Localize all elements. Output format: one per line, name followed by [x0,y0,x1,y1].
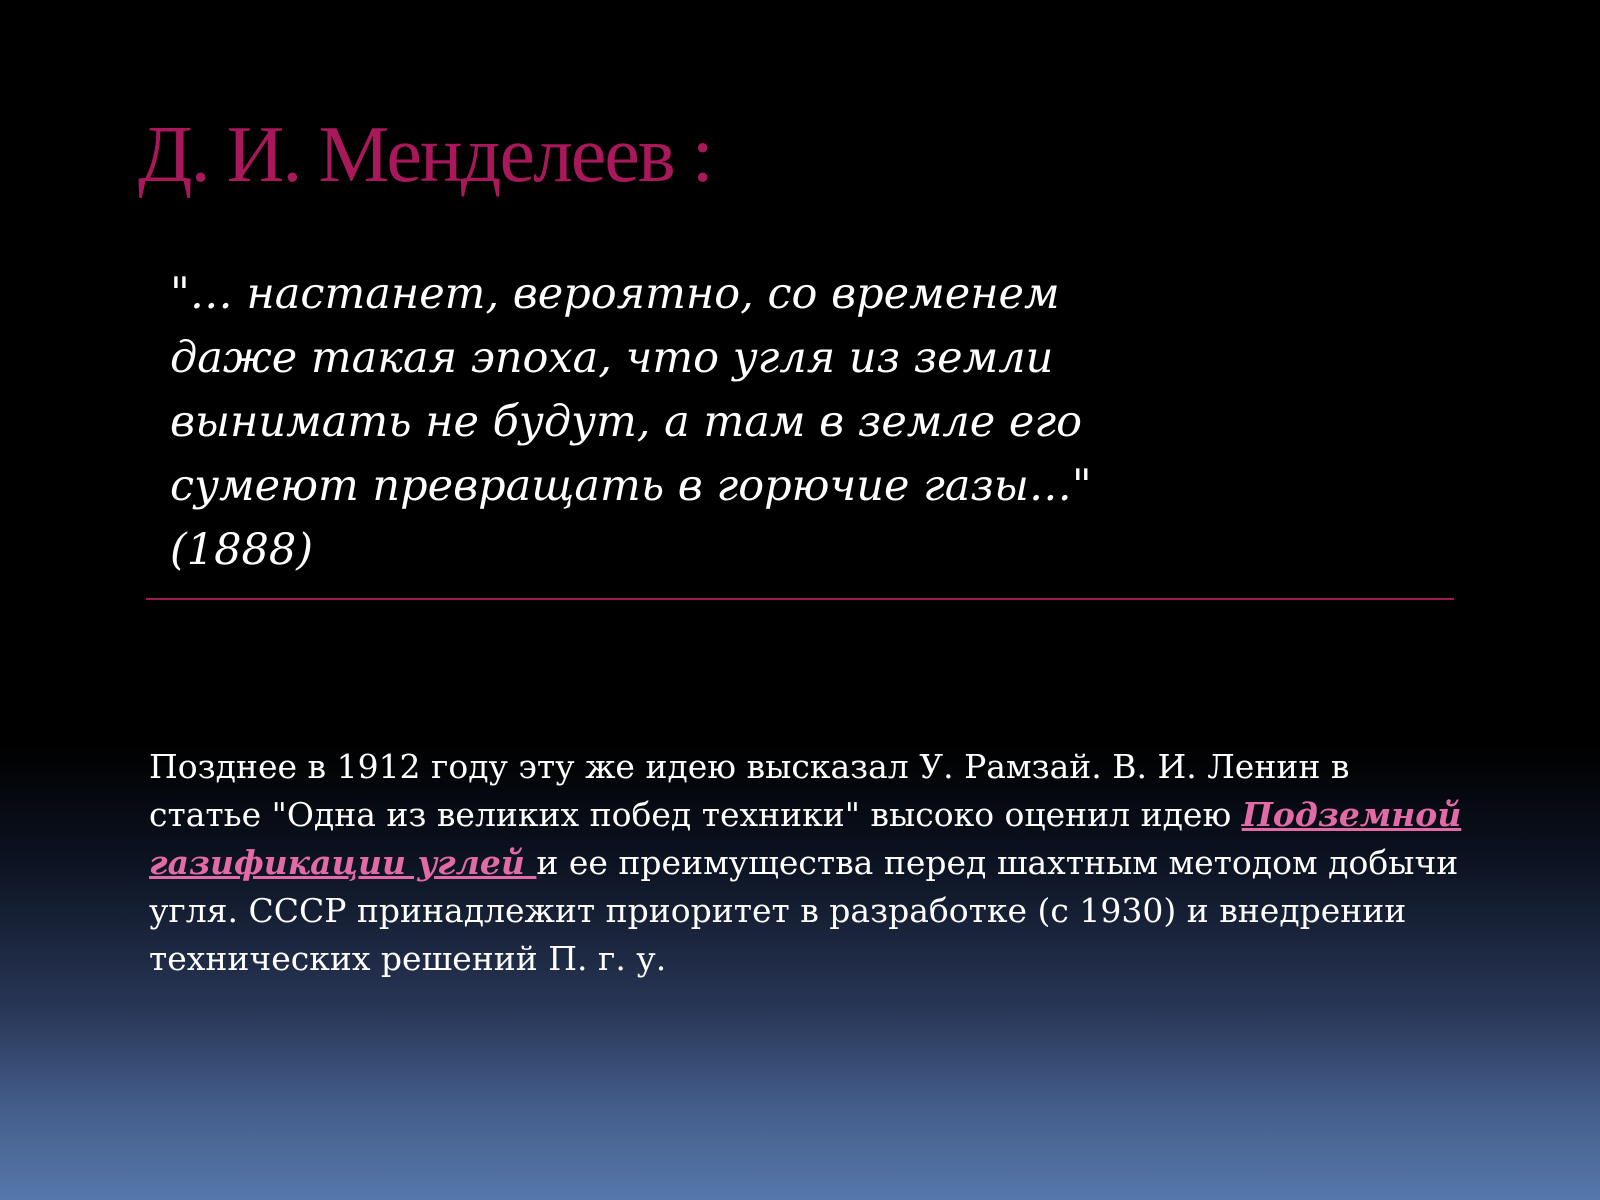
mendeleev-quote [170,262,1170,582]
quote-line: даже такая эпоха, что угля из земли [170,333,1054,383]
underground-gasification-link[interactable]: Подземной [1241,795,1462,834]
body-line: угля. СССР принадлежит приоритет в разработке (с 1930) и внедрении [149,891,1407,930]
quote-line: "… настанет, вероятно, со временем [170,269,1060,319]
body-text-segment: статье "Одна из великих побед техники" высоко оценил идею [149,795,1242,834]
body-line [149,839,1509,887]
body-line: Позднее в 1912 году эту же идею высказал У. Рамзай. В. И. Ленин в [149,747,1350,786]
body-line: технических решений П. г. у. [149,939,667,978]
quote-year: (1888) [170,525,313,575]
quote-line: вынимать не будут, а там в земле его [170,397,1082,447]
underground-gasification-link-cont[interactable]: газификации углей [149,843,537,882]
quote-line: сумеют превращать в горючие газы…" [170,461,1092,511]
body-text-segment: и ее преимущества перед шахтным методом добычи [536,843,1459,882]
divider-line [146,598,1454,600]
body-line [149,791,1509,839]
slide-title: Д. И. Менделеев : [138,111,712,199]
body-paragraph [149,743,1509,983]
